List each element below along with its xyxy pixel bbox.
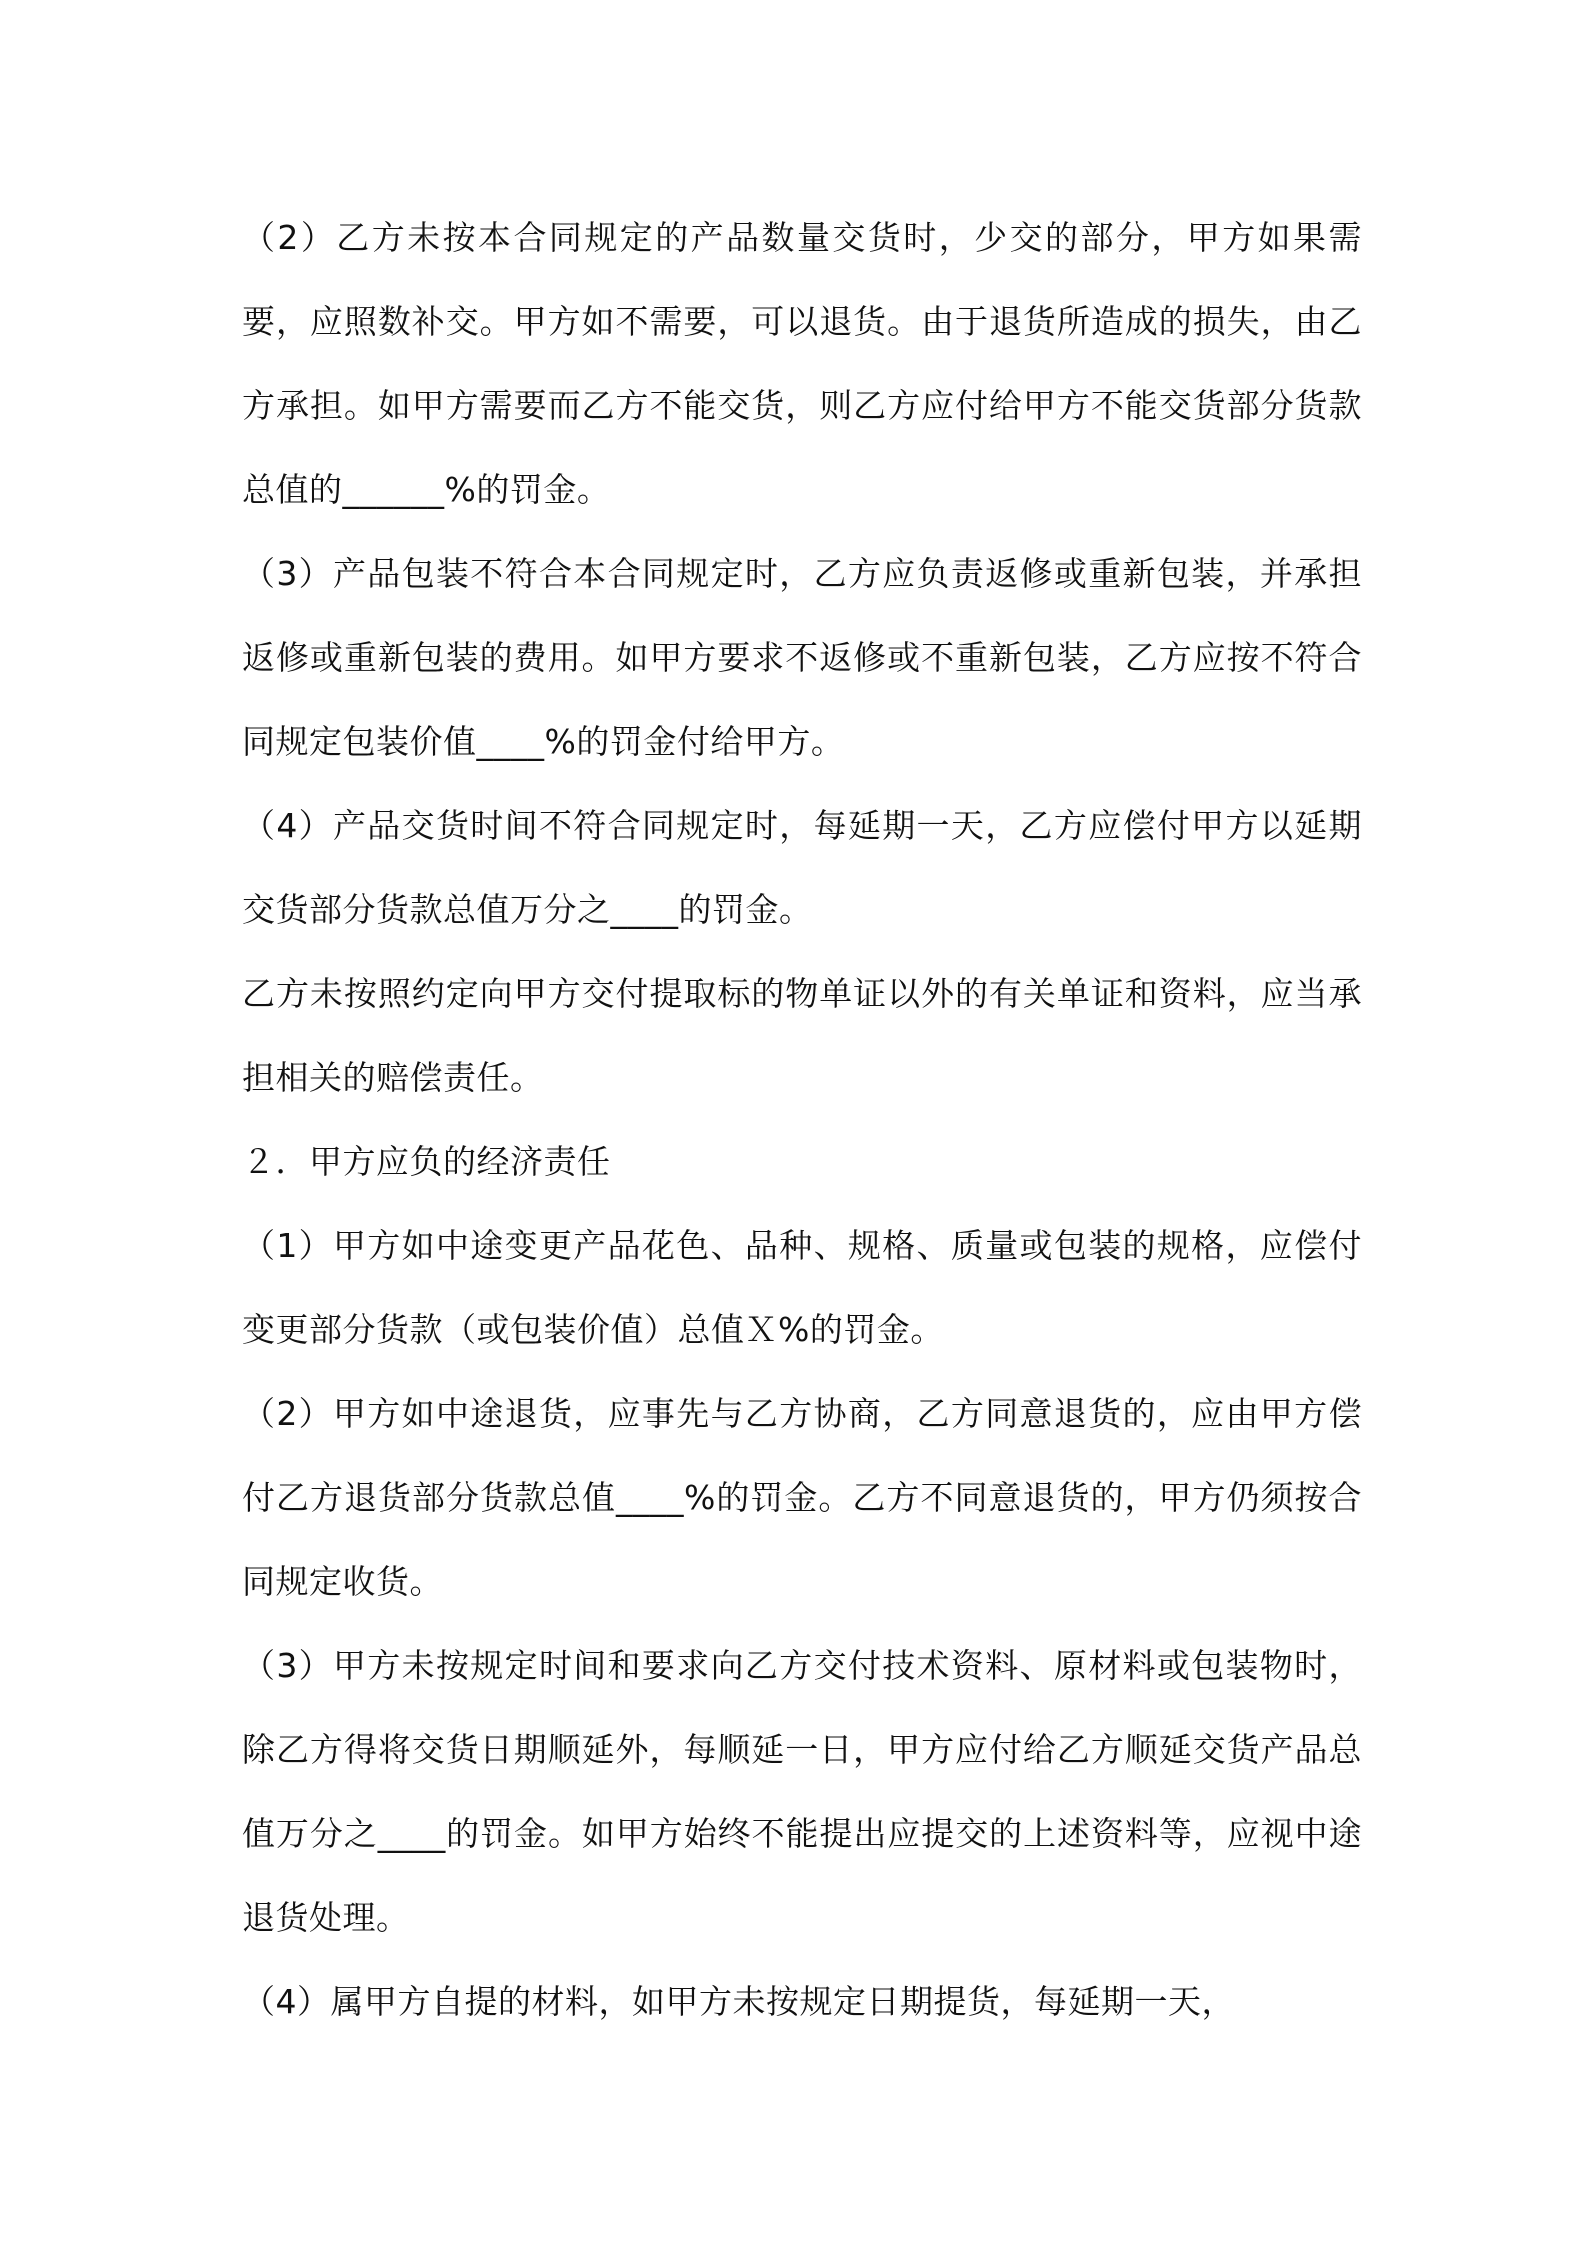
paragraph-documents-liability: 乙方未按照约定向甲方交付提取标的物单证以外的有关单证和资料，应当承担相关的赔偿责任。 <box>242 974 1362 1097</box>
paragraph-a2-return: （2）甲方如中途退货，应事先与乙方协商，乙方同意退货的，应由甲方偿付乙方退货部分货款总值____%的罚金。乙方不同意退货的，甲方仍须按合同规定收货。 <box>242 1394 1362 1601</box>
section-heading-party-a-liability: ２．甲方应负的经济责任 <box>242 1142 611 1181</box>
paragraph-a4-pickup: （4）属甲方自提的材料，如甲方未按规定日期提货，每延期一天， <box>242 1982 1235 2021</box>
paragraph-b3-packaging: （3）产品包装不符合本合同规定时，乙方应负责返修或重新包装，并承担返修或重新包装的费用。如甲方要求不返修或不重新包装，乙方应按不符合同规定包装价值____%的罚金付给甲方。 <box>242 554 1362 761</box>
contract-text-body <box>242 196 1362 2044</box>
paragraph-b4-late-delivery: （4）产品交货时间不符合同规定时，每延期一天，乙方应偿付甲方以延期交货部分货款总值万分之____的罚金。 <box>242 806 1362 929</box>
paragraph-b2-short-delivery: （2）乙方未按本合同规定的产品数量交货时，少交的部分，甲方如果需要，应照数补交。甲方如不需要，可以退货。由于退货所造成的损失，由乙方承担。如甲方需要而乙方不能交货，则乙方应付给甲方不能交货部分货款总值的______%的罚金。 <box>242 218 1362 509</box>
paragraph-a1-change: （1）甲方如中途变更产品花色、品种、规格、质量或包装的规格，应偿付变更部分货款（或包装价值）总值Ｘ%的罚金。 <box>242 1226 1362 1349</box>
paragraph-a3-materials: （3）甲方未按规定时间和要求向乙方交付技术资料、原材料或包装物时，除乙方得将交货日期顺延外，每顺延一日，甲方应付给乙方顺延交货产品总值万分之____的罚金。如甲方始终不能提出应提交的上述资料等，应视中途退货处理。 <box>242 1646 1362 1937</box>
